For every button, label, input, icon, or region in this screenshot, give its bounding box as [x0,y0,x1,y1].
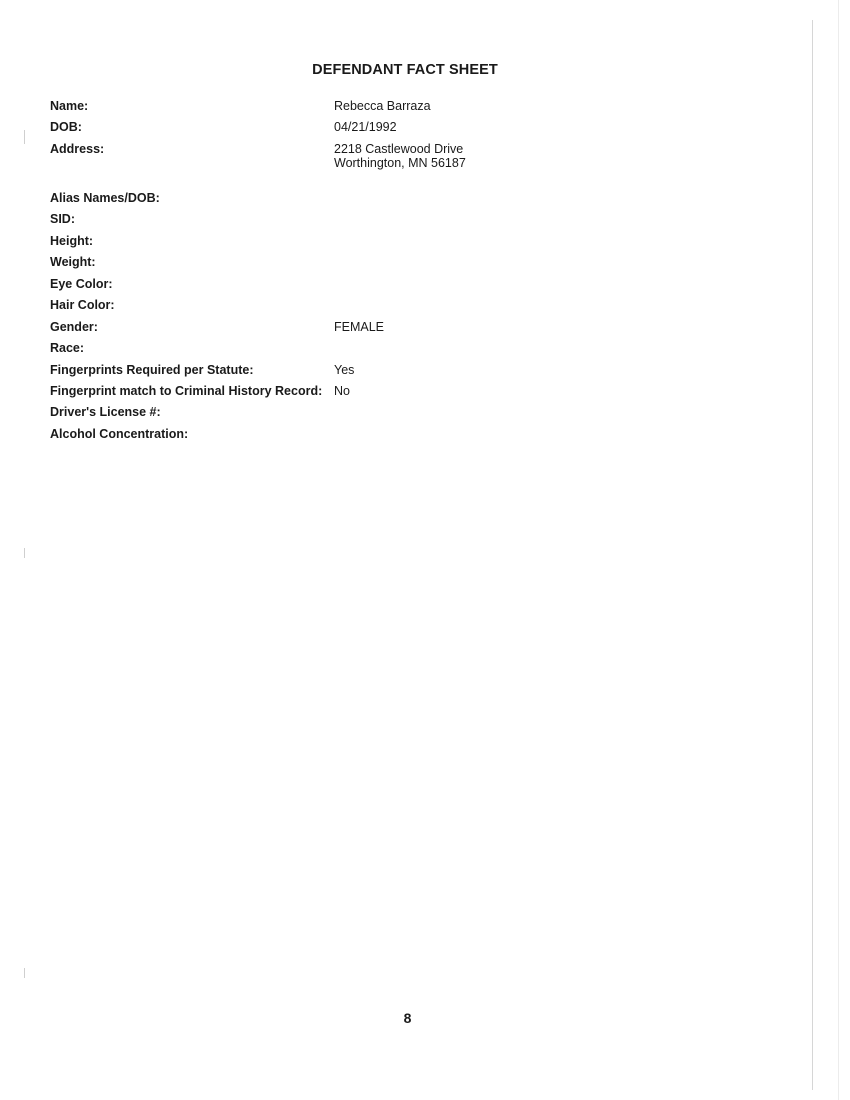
page-number: 8 [403,1010,412,1026]
field-value [334,120,397,134]
field-value-line: Worthington, MN 56187 [334,156,466,170]
field-value [334,384,350,398]
field-label: Alias Names/DOB: [50,191,160,205]
field-value-line: No [334,384,350,398]
field-label: Address: [50,142,105,156]
field-label: Driver's License #: [50,405,161,419]
field-label: Alcohol Concentration: [50,427,189,441]
field-label: Weight: [50,255,96,269]
field-value [334,363,354,377]
field-value-line: Rebecca Barraza [334,99,431,113]
field-label: Hair Color: [50,298,115,312]
field-label: Name: [50,99,89,113]
document-title: DEFENDANT FACT SHEET [312,62,498,78]
field-label: Race: [50,341,85,355]
field-label: Gender: [50,320,98,334]
field-label: SID: [50,212,75,226]
field-label: Fingerprints Required per Statute: [50,363,254,377]
field-label: Height: [50,234,94,248]
field-value [334,320,384,334]
scan-margin-mark [24,968,25,978]
scan-edge-line-outer [838,0,839,1100]
field-label: Eye Color: [50,277,113,291]
field-value [334,142,466,170]
scan-margin-mark [24,130,25,144]
field-value-line: FEMALE [334,320,385,334]
field-value [334,99,431,113]
field-label: Fingerprint match to Criminal History Record: [50,384,323,398]
scan-edge-line [812,20,813,1090]
field-value-line: 04/21/1992 [334,120,397,134]
scan-margin-mark [24,548,25,558]
field-value-line: Yes [334,363,355,377]
field-label: DOB: [50,120,82,134]
field-value-line: 2218 Castlewood Drive [334,142,464,156]
